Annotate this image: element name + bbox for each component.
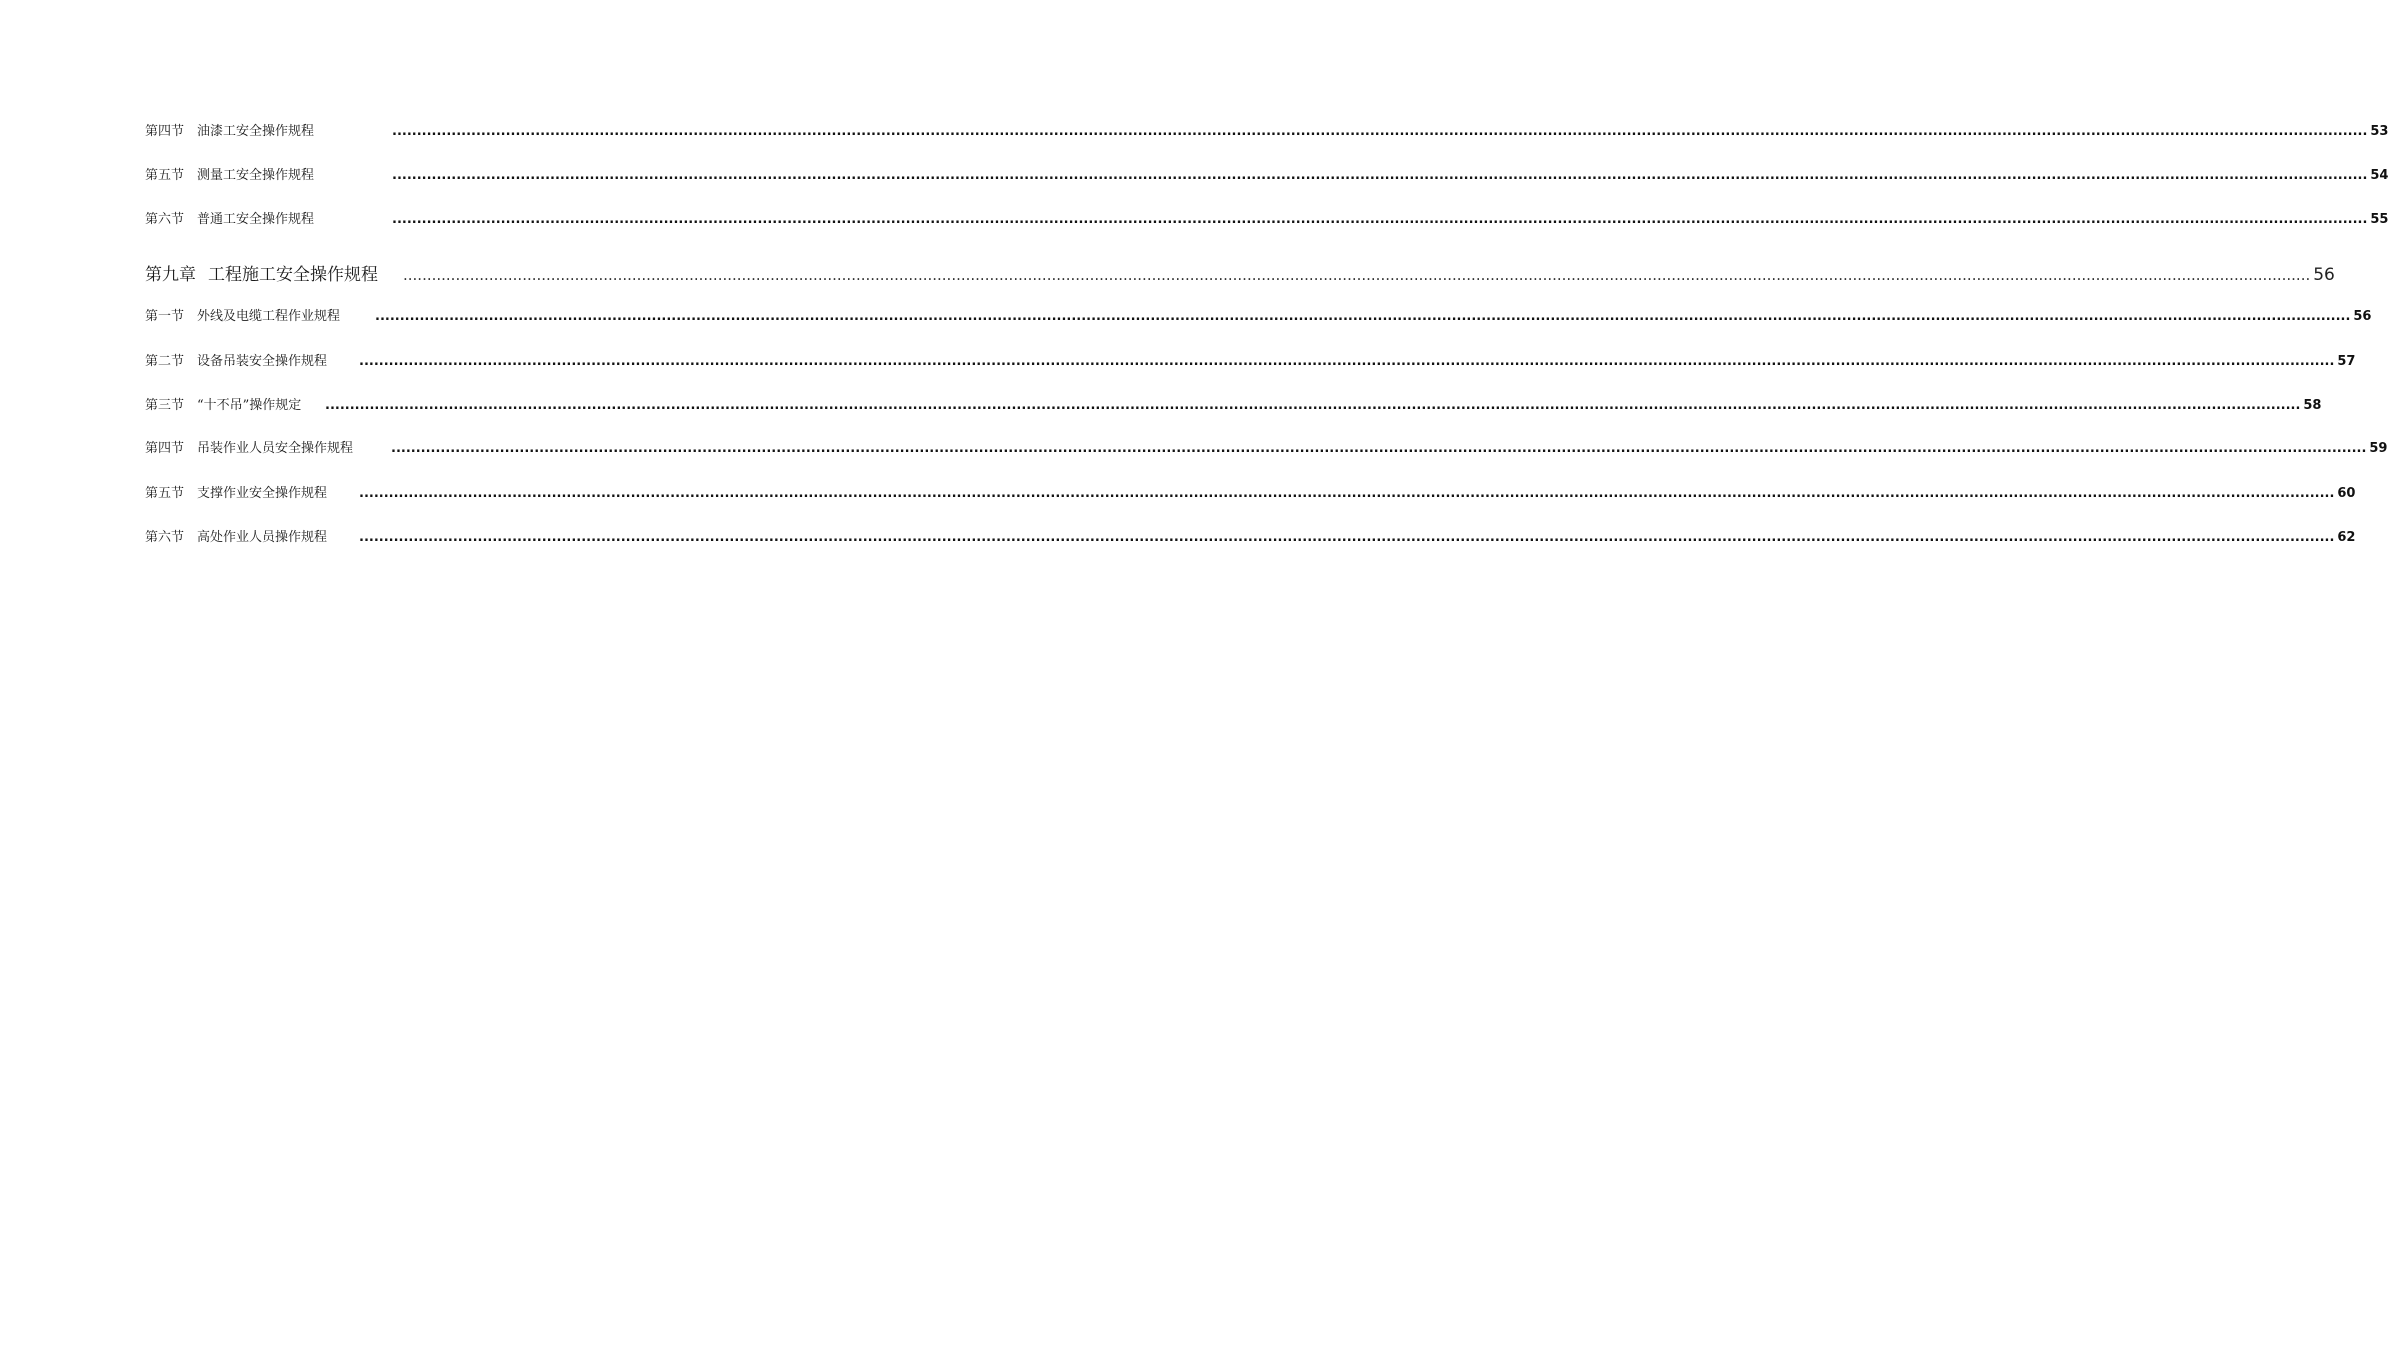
toc-entry-label (145, 482, 359, 501)
toc-entry-number: 第一节 (145, 309, 185, 324)
toc-entry-label (145, 260, 403, 285)
toc-entry[interactable] (145, 526, 2356, 545)
toc-entry-page: 60 (2337, 486, 2356, 501)
toc-entry-label (145, 394, 325, 413)
toc-entry-title: 普通工安全操作规程 (197, 212, 315, 227)
toc-entry[interactable] (145, 208, 2388, 227)
toc-entry-page: 62 (2337, 530, 2356, 545)
dot-leader: ................................................................................................................................................................................................................................................................................................................................................................................................................ (403, 266, 2311, 284)
toc-entry-title: 工程施工安全操作规程 (208, 265, 378, 285)
toc-entry-number: 第五节 (145, 168, 185, 183)
dot-leader: ................................................................................................................................................................................................................................................................................................................................................................................................................ (359, 530, 2335, 545)
toc-entry-title: “十不吊”操作规定 (197, 398, 302, 413)
toc-entry-page: 59 (2369, 441, 2388, 456)
toc-entry-page: 57 (2337, 354, 2356, 369)
dot-leader: ................................................................................................................................................................................................................................................................................................................................................................................................................ (392, 124, 2368, 139)
toc-entry-title: 设备吊装安全操作规程 (197, 354, 328, 369)
toc-entry[interactable] (145, 305, 2372, 324)
toc-chapter-entry[interactable] (145, 260, 2335, 285)
toc-entry-title: 吊装作业人员安全操作规程 (197, 441, 354, 456)
toc-entry-number: 第六节 (145, 212, 185, 227)
toc-entry-number: 第三节 (145, 398, 185, 413)
dot-leader: ................................................................................................................................................................................................................................................................................................................................................................................................................ (392, 168, 2368, 183)
toc-entry[interactable] (145, 437, 2388, 456)
toc-entry-number: 第四节 (145, 441, 185, 456)
dot-leader: ................................................................................................................................................................................................................................................................................................................................................................................................................ (392, 212, 2368, 227)
toc-entry-title: 高处作业人员操作规程 (197, 530, 328, 545)
toc-entry-page: 54 (2370, 168, 2388, 183)
toc-entry[interactable] (145, 350, 2356, 369)
toc-entry-number: 第九章 (145, 265, 196, 285)
dot-leader: ................................................................................................................................................................................................................................................................................................................................................................................................................ (375, 309, 2351, 324)
toc-entry-page: 56 (2353, 309, 2372, 324)
dot-leader: ................................................................................................................................................................................................................................................................................................................................................................................................................ (391, 441, 2367, 456)
toc-entry-number: 第六节 (145, 530, 185, 545)
toc-entry-label (145, 350, 359, 369)
toc-entry[interactable] (145, 394, 2322, 413)
toc-entry-label (145, 305, 375, 324)
toc-entry-page: 55 (2370, 212, 2388, 227)
toc-entry-title: 油漆工安全操作规程 (197, 124, 315, 139)
toc-entry-label (145, 208, 392, 227)
toc-entry-title: 支撑作业安全操作规程 (197, 486, 328, 501)
toc-entry-number: 第二节 (145, 354, 185, 369)
toc-entry-number: 第四节 (145, 124, 185, 139)
dot-leader: ................................................................................................................................................................................................................................................................................................................................................................................................................ (359, 486, 2335, 501)
toc-entry-number: 第五节 (145, 486, 185, 501)
toc-entry-page: 53 (2370, 124, 2388, 139)
toc-entry[interactable] (145, 164, 2388, 183)
toc-entry-page: 58 (2303, 398, 2322, 413)
toc-entry-title: 测量工安全操作规程 (197, 168, 315, 183)
toc-entry-label (145, 526, 359, 545)
toc-entry-label (145, 164, 392, 183)
toc-entry[interactable] (145, 482, 2356, 501)
toc-entry-label (145, 437, 391, 456)
toc-entry-page: 56 (2313, 265, 2335, 285)
toc-entry[interactable] (145, 120, 2388, 139)
toc-entry-title: 外线及电缆工程作业规程 (197, 309, 341, 324)
dot-leader: ................................................................................................................................................................................................................................................................................................................................................................................................................ (359, 354, 2335, 369)
dot-leader: ................................................................................................................................................................................................................................................................................................................................................................................................................ (325, 398, 2301, 413)
toc-entry-label (145, 120, 392, 139)
